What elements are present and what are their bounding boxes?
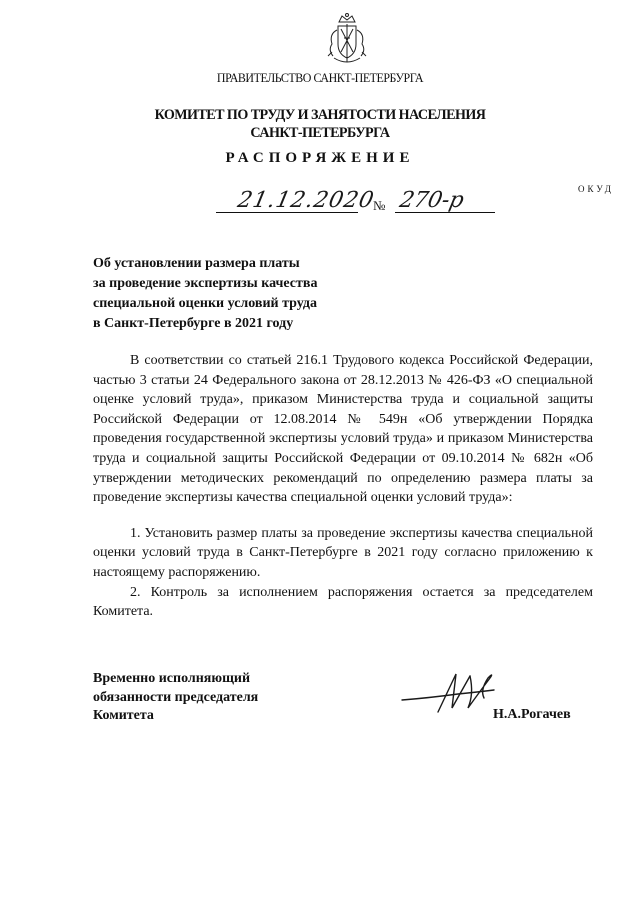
item-2-paragraph: 2. Контроль за исполнением распоряжения остается за председателем Комитета.	[93, 584, 593, 620]
signer-position-line-2: обязанности председателя	[93, 689, 259, 705]
item-1-paragraph: 1. Установить размер платы за проведение экспертизы качества специальной оценки условий труда в Санкт-Петербурге в 2021 году согласно приложению к настоящему распоряжению.	[93, 525, 593, 580]
preamble-paragraph: В соответствии со статьей 216.1 Трудового кодекса Российской Федерации, частью 3 статьи 24 Федерального закона от 28.12.2013 № 426-ФЗ «О специальной оценке условий труда», приказом Министерства труда и социальной защиты Российской Федерации от 12.08.2014 № 549н «Об утверждении Порядка проведения государственной экспертизы условий труда» и приказом Министерства труда и социальной защиты Российской Федерации от 09.10.2014 № 682н «Об утверждении методических рекомендаций по определению размера платы за проведение экспертизы качества специальной оценки условий труда»:	[93, 353, 593, 506]
committee-name	[0, 106, 640, 142]
committee-name-line-2: САНКТ-ПЕТЕРБУРГА	[250, 125, 390, 141]
subject-line-2: за проведение экспертизы качества	[93, 276, 318, 291]
handwritten-number: 270-р	[397, 188, 467, 213]
subject-line-3: специальной оценки условий труда	[93, 296, 317, 311]
signature-icon	[398, 664, 508, 724]
committee-name-line-1: КОМИТЕТ ПО ТРУДУ И ЗАНЯТОСТИ НАСЕЛЕНИЯ	[154, 107, 486, 123]
number-sign: №	[373, 198, 386, 213]
government-name: ПРАВИТЕЛЬСТВО САНКТ-ПЕТЕРБУРГА	[216, 70, 424, 85]
signer-position	[93, 670, 258, 726]
okud-label: ОКУД	[578, 184, 614, 194]
document-type-title: РАСПОРЯЖЕНИЕ	[225, 150, 415, 166]
coat-of-arms-icon	[324, 12, 370, 68]
signer-name: Н.А.Рогачев	[493, 707, 571, 722]
signer-position-line-3: Комитета	[93, 708, 154, 723]
document-subject	[93, 254, 393, 334]
subject-line-4: в Санкт-Петербурге в 2021 году	[93, 316, 294, 331]
handwritten-date: 21.12.2020	[235, 188, 377, 213]
document-body	[93, 351, 593, 622]
signer-position-line-1: Временно исполняющий	[93, 671, 251, 686]
subject-line-1: Об установлении размера платы	[93, 256, 300, 271]
